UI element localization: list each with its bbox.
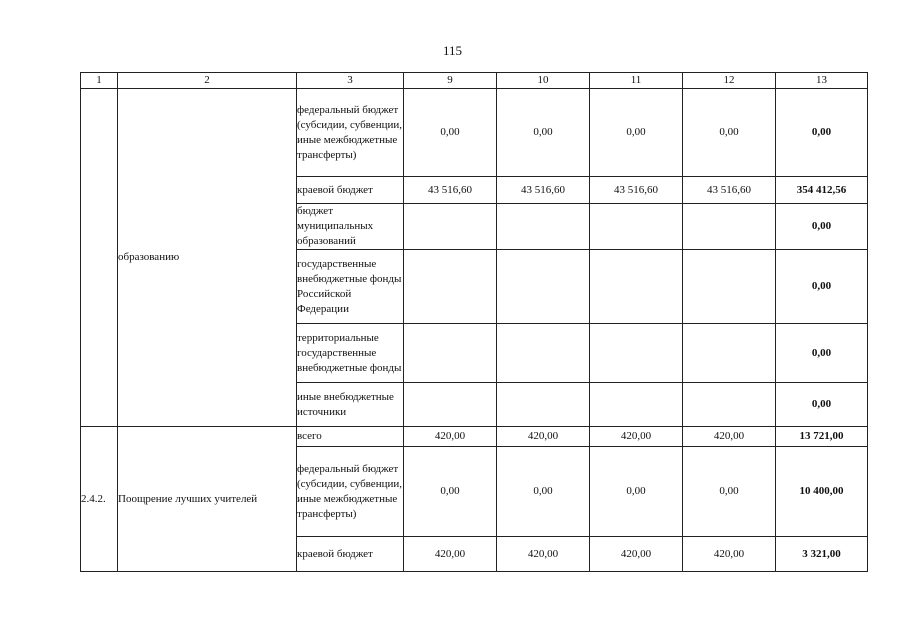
value-cell [683, 324, 776, 383]
total-cell: 3 321,00 [776, 537, 868, 572]
value-cell: 420,00 [497, 537, 590, 572]
value-cell: 420,00 [590, 427, 683, 447]
total-cell: 0,00 [776, 204, 868, 250]
total-cell: 0,00 [776, 383, 868, 427]
total-cell: 10 400,00 [776, 447, 868, 537]
total-cell: 0,00 [776, 89, 868, 177]
value-cell: 43 516,60 [590, 177, 683, 204]
value-cell [590, 250, 683, 324]
value-cell: 0,00 [683, 447, 776, 537]
value-cell: 0,00 [497, 89, 590, 177]
value-cell: 0,00 [590, 447, 683, 537]
header-cell: 9 [404, 73, 497, 89]
table-row [81, 427, 868, 447]
value-cell [404, 250, 497, 324]
header-cell: 11 [590, 73, 683, 89]
index-cell-empty [81, 89, 118, 427]
value-cell: 43 516,60 [497, 177, 590, 204]
value-cell [683, 204, 776, 250]
source-cell: иные внебюджетные источники [297, 383, 404, 427]
item-index: 2.4.2. [81, 427, 118, 572]
header-cell: 12 [683, 73, 776, 89]
value-cell [404, 324, 497, 383]
header-cell: 3 [297, 73, 404, 89]
value-cell: 0,00 [404, 89, 497, 177]
header-row [81, 73, 868, 89]
source-cell: федеральный бюджет (субсидии, субвенции, иные межбюджетные трансферты) [297, 89, 404, 177]
header-cell: 10 [497, 73, 590, 89]
value-cell [497, 383, 590, 427]
value-cell: 43 516,60 [683, 177, 776, 204]
value-cell: 420,00 [590, 537, 683, 572]
value-cell: 420,00 [683, 537, 776, 572]
source-cell: бюджет муниципальных образований [297, 204, 404, 250]
value-cell: 0,00 [404, 447, 497, 537]
value-cell [683, 250, 776, 324]
total-cell: 0,00 [776, 250, 868, 324]
header-cell: 1 [81, 73, 118, 89]
value-cell [497, 250, 590, 324]
total-cell: 13 721,00 [776, 427, 868, 447]
header-cell: 13 [776, 73, 868, 89]
value-cell: 420,00 [683, 427, 776, 447]
value-cell [497, 204, 590, 250]
source-cell: федеральный бюджет (субсидии, субвенции, иные межбюджетные трансферты) [297, 447, 404, 537]
value-cell [683, 383, 776, 427]
value-cell: 0,00 [497, 447, 590, 537]
value-cell [590, 204, 683, 250]
source-cell: государственные внебюджетные фонды Российской Федерации [297, 250, 404, 324]
value-cell: 420,00 [497, 427, 590, 447]
total-cell: 354 412,56 [776, 177, 868, 204]
value-cell: 420,00 [404, 427, 497, 447]
value-cell: 0,00 [683, 89, 776, 177]
value-cell: 0,00 [590, 89, 683, 177]
budget-table [80, 72, 868, 572]
value-cell [404, 383, 497, 427]
page-number: 115 [442, 43, 463, 58]
source-cell: краевой бюджет [297, 537, 404, 572]
source-cell: территориальные государственные внебюджетные фонды [297, 324, 404, 383]
source-cell: всего [297, 427, 404, 447]
value-cell: 43 516,60 [404, 177, 497, 204]
item-name: Поощрение лучших учителей [118, 427, 297, 572]
value-cell [590, 383, 683, 427]
item-name: образованию [118, 89, 297, 427]
value-cell [590, 324, 683, 383]
table-row [81, 89, 868, 177]
value-cell [404, 204, 497, 250]
source-cell: краевой бюджет [297, 177, 404, 204]
header-cell: 2 [118, 73, 297, 89]
value-cell [497, 324, 590, 383]
value-cell: 420,00 [404, 537, 497, 572]
total-cell: 0,00 [776, 324, 868, 383]
